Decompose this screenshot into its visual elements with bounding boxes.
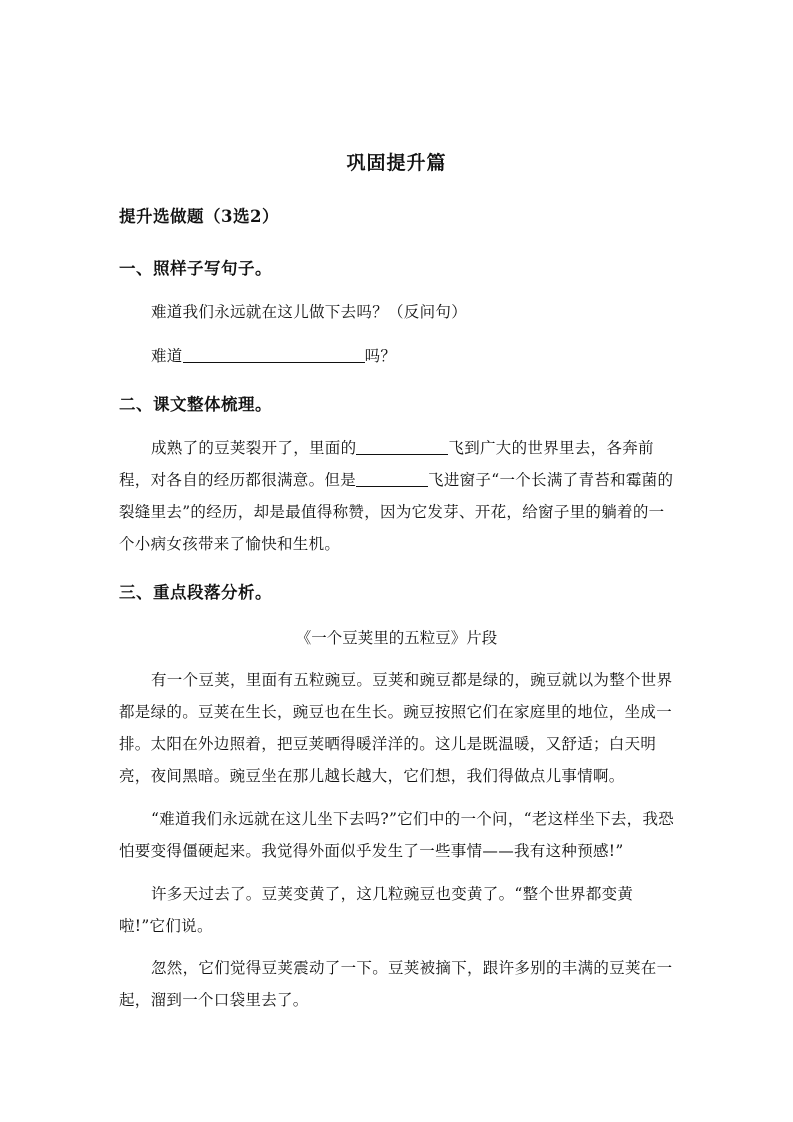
passage-paragraph-3: 许多天过去了。豆荚变黄了，这几粒豌豆也变黄了。“整个世界都变黄啦!”它们说。 bbox=[119, 885, 634, 935]
section2-part3: 飞进窗子“一个长满了青苔和霉菌的裂缝里去”的经历，却是最值得称赞，因为它发芽、开花，给窗子里的躺着的一个小病女孩带来了愉快和生机。 bbox=[119, 471, 674, 553]
section-main-heading: 提升选做题（3选2） bbox=[119, 207, 279, 226]
passage-paragraph-1: 有一个豆荚，里面有五粒豌豆。豆荚和豌豆都是绿的，豌豆就以为整个世界都是绿的。豆荚在生长，豌豆也在生长。豌豆按照它们在家庭里的地位，坐成一排。太阳在外边照着，把豆荚晒得暖洋洋的。这儿是既温暖，又舒适；白天明亮，夜间黑暗。豌豆坐在那儿越长越大，它们想，我们得做点儿事情啊。 bbox=[119, 671, 673, 785]
answer-suffix: 吗？ bbox=[364, 347, 397, 365]
section1-heading: 一、照样子写句子。 bbox=[119, 259, 272, 278]
section2-heading: 二、课文整体梳理。 bbox=[119, 395, 272, 414]
answer-prefix: 难道 bbox=[151, 347, 183, 365]
passage-paragraph-2: “难道我们永远就在这儿坐下去吗?”它们中的一个问，“老这样坐下去，我恐怕要变得僵硬起来。我觉得外面似乎发生了一些事情——我有这种预感!” bbox=[119, 810, 675, 860]
page-title: 巩固提升篇 bbox=[346, 152, 447, 174]
passage-paragraph-4: 忽然，它们觉得豆荚震动了一下。豆荚被摘下，跟许多别的丰满的豆荚在一起，溜到一个口袋里去了。 bbox=[119, 959, 673, 1009]
answer-blank[interactable] bbox=[183, 346, 365, 363]
section3-heading: 三、重点段落分析。 bbox=[119, 583, 272, 602]
passage-title: 《一个豆荚里的五粒豆》片段 bbox=[295, 629, 498, 647]
section2-blank-1[interactable] bbox=[356, 438, 448, 455]
section2-blank-2[interactable] bbox=[356, 470, 428, 487]
section2-paragraph bbox=[119, 432, 679, 560]
section1-answer-line bbox=[151, 344, 396, 366]
section2-part1: 成熟了的豆荚裂开了，里面的 bbox=[151, 439, 357, 457]
section1-example: 难道我们永远就在这儿做下去吗？（反问句） bbox=[151, 303, 468, 321]
section2-part2: 飞到广大的世界里去，各奔前程，对各自的经历都很满意。但是 bbox=[119, 439, 654, 489]
